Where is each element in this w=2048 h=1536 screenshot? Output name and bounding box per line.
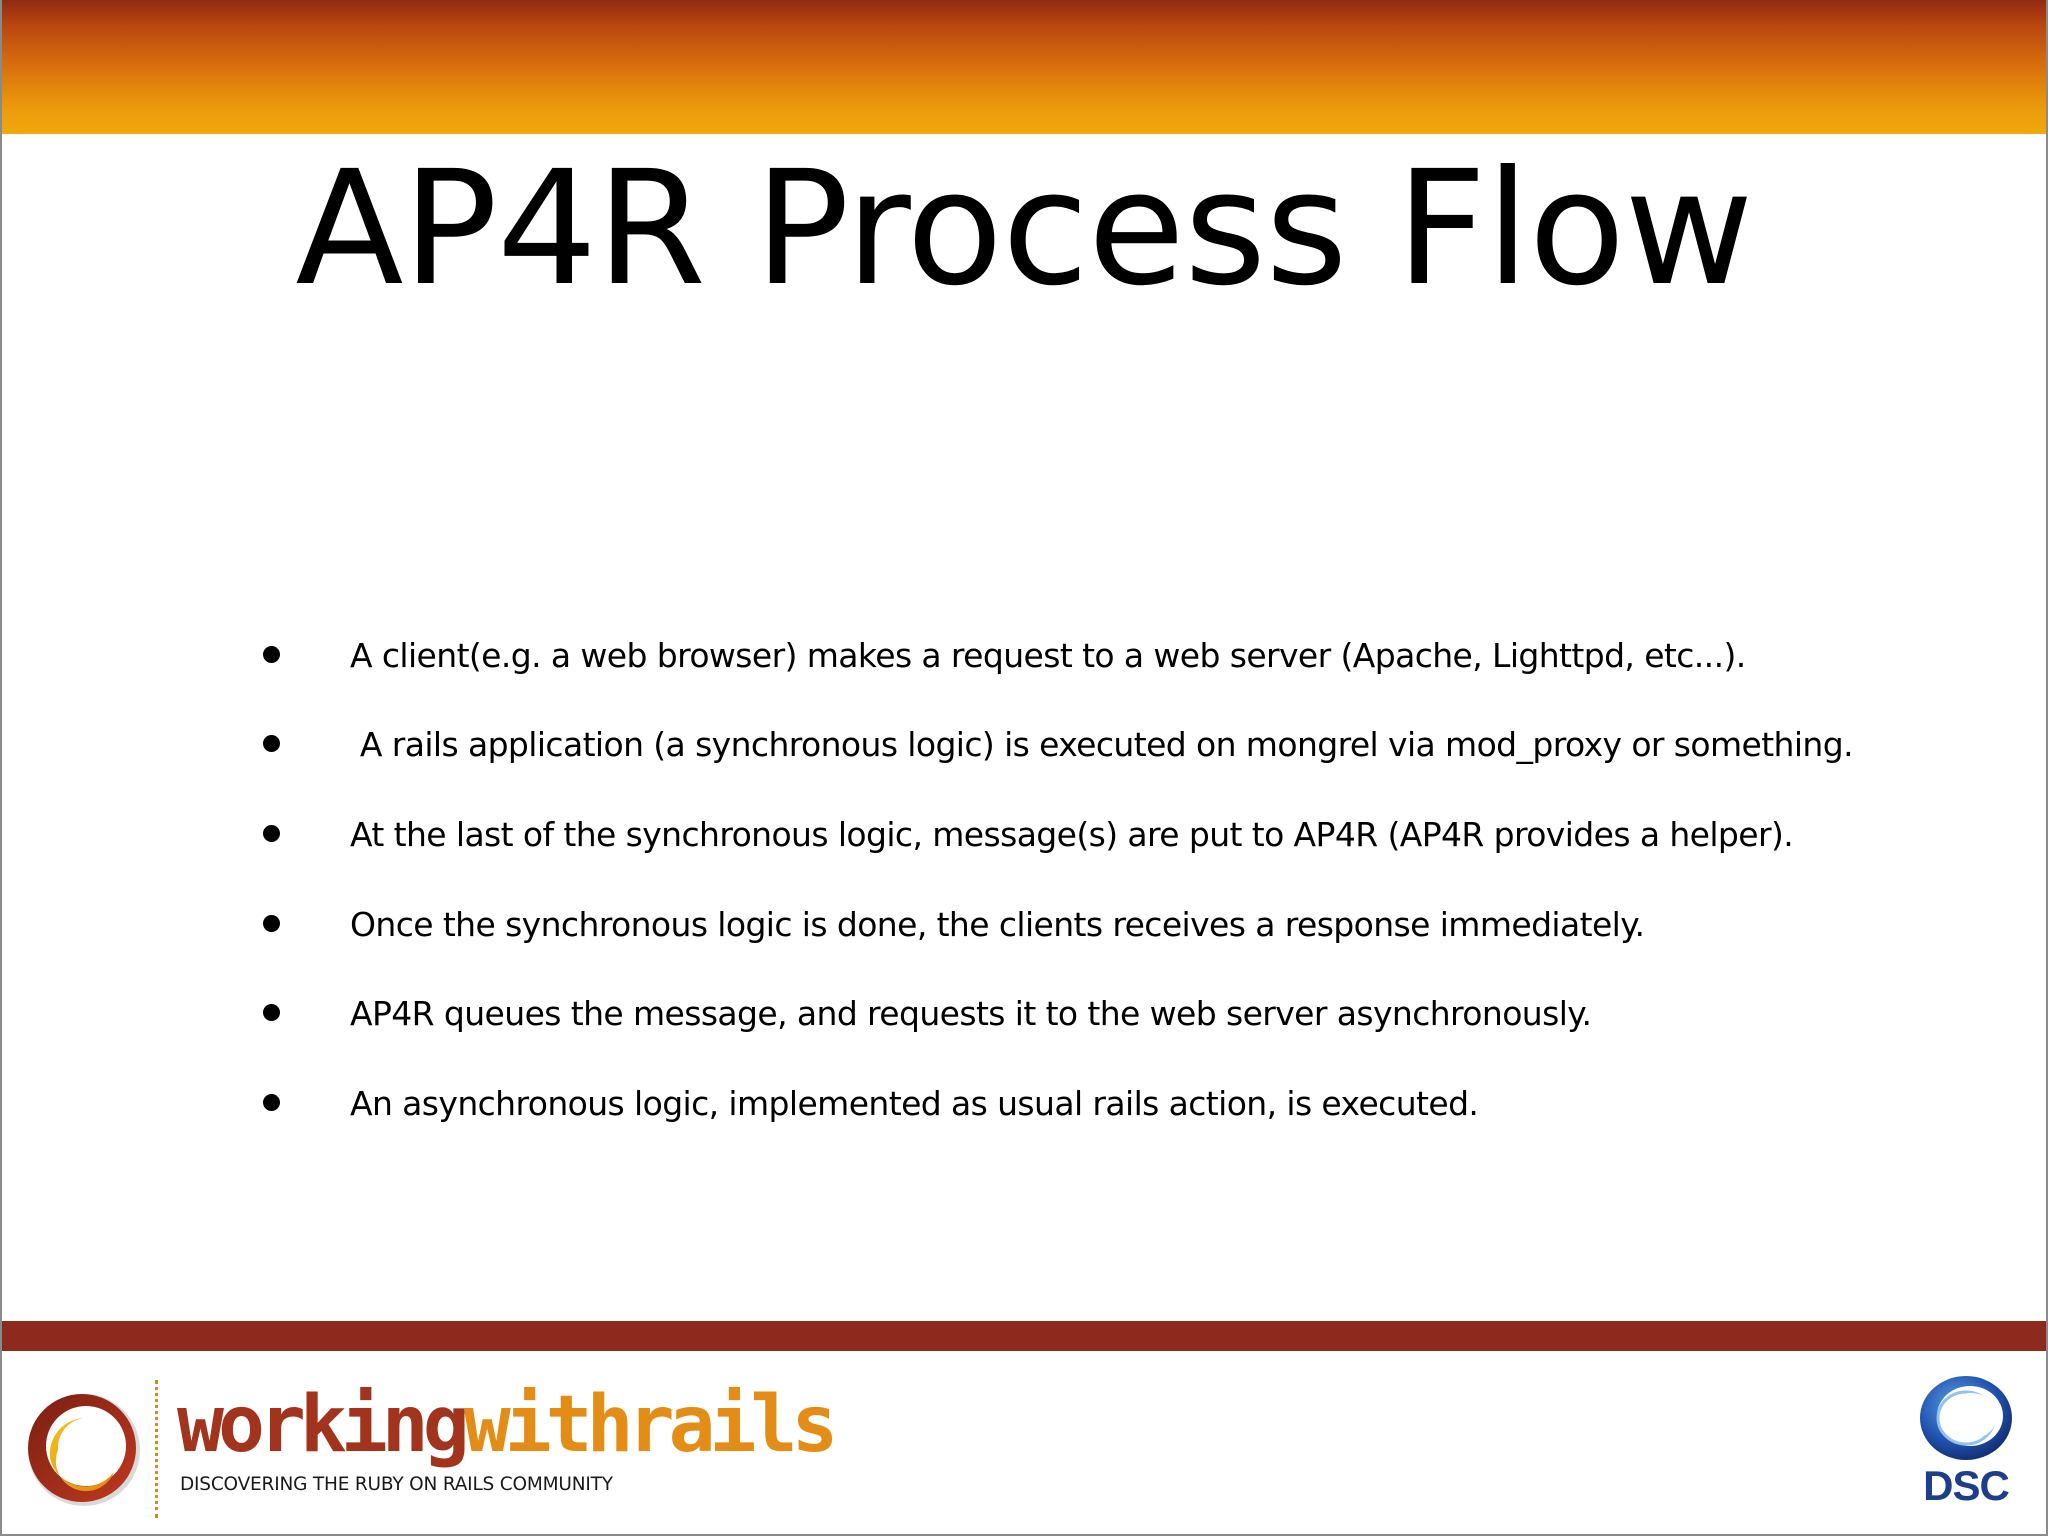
bullet-text: A client(e.g. a web browser) makes a request to a web server (Apache, Lighttpd, etc...).: [350, 635, 1746, 675]
dsc-ring-icon: [1916, 1370, 2016, 1462]
bullet-dot-icon: [263, 735, 280, 752]
wordmark-part1: working: [177, 1380, 464, 1470]
bullet-list: [2, 615, 2046, 1153]
wordmark-part2: withrails: [463, 1380, 833, 1470]
dsc-text: DSC: [1923, 1462, 2009, 1509]
bullet-item: [2, 705, 2046, 795]
logo-tagline: DISCOVERING THE RUBY ON RAILS COMMUNITY: [180, 1474, 613, 1495]
bullet-text: A rails application (a synchronous logic) is executed on mongrel via mod_proxy or something.: [350, 725, 1853, 765]
dsc-logo: [1916, 1370, 2016, 1520]
ring-logo-icon: [22, 1388, 142, 1508]
bullet-dot-icon: [263, 1004, 280, 1021]
bullet-text: Once the synchronous logic is done, the clients receives a response immediately.: [350, 904, 1645, 944]
bullet-dot-icon: [263, 915, 280, 932]
bullet-item: [2, 884, 2046, 974]
bullet-text: AP4R queues the message, and requests it to the web server asynchronously.: [350, 993, 1592, 1033]
bullet-dot-icon: [263, 646, 280, 663]
header-band: [2, 0, 2046, 134]
workingwithrails-logo: [22, 1380, 833, 1520]
bullet-text: At the last of the synchronous logic, message(s) are put to AP4R (AP4R provides a helper).: [350, 814, 1794, 854]
bullet-item: [2, 794, 2046, 884]
logo-divider: [155, 1380, 158, 1518]
slide-title: AP4R Process Flow: [295, 137, 1753, 321]
bullet-item: [2, 973, 2046, 1063]
bullet-item: [2, 1063, 2046, 1153]
bullet-text: An asynchronous logic, implemented as usual rails action, is executed.: [350, 1083, 1479, 1123]
footer-band: [2, 1321, 2046, 1351]
bullet-item: [2, 615, 2046, 705]
wordmark: [177, 1380, 833, 1470]
bullet-dot-icon: [263, 825, 280, 842]
bullet-dot-icon: [263, 1094, 280, 1111]
